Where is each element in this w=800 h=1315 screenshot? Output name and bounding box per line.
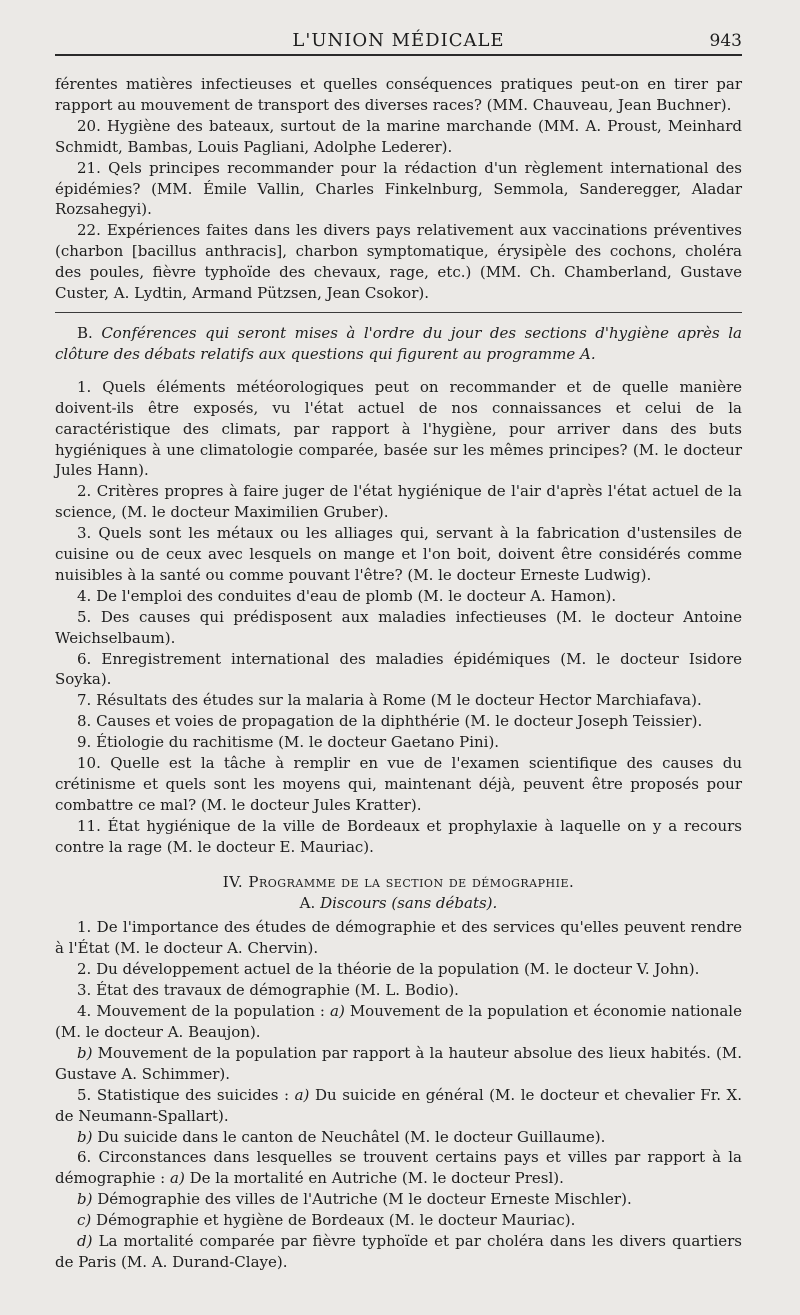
item-4-a-letter: a)	[330, 1002, 345, 1021]
item-6-a-text: De la mortalité en Autriche (M. le docteur Presl).	[189, 1169, 564, 1188]
item-4-a-text: Mouvement de la population et économie nationale (M. le docteur A. Beaujon).	[55, 1002, 742, 1041]
section-iv-title: IV. Programme de la section de démographie.	[222, 872, 575, 891]
item-4-intro: 4. Mouvement de la population :	[77, 1002, 325, 1021]
conference-item-10: 10. Quelle est la tâche à remplir en vue de l'examen scientifique des causes du crétinisme et quels sont les moyens qui, maintenant déjà, peuvent être proposés pour combattre ce mal? (M. le docteur Jules Kratter).	[55, 754, 742, 814]
conference-item-1: 1. Quels éléments météorologiques peut on recommander et de quelle manière doivent-ils être exposés, vu l'état actuel de nos connaissances et celui de la caractéristique des climats, par rapport à l'hygiène, pour arriver dans des buts hygiéniques à une climatologie comparée, basée sur les mêmes principes? (M. le docteur Jules Hann).	[55, 377, 742, 480]
running-title: L'UNION MÉDICALE	[292, 30, 505, 51]
conference-item-9: 9. Étiologie du rachitisme (M. le docteur Gaetano Pini).	[77, 733, 500, 752]
item-6-c-text: Démographie et hygiène de Bordeaux (M. le docteur Mauriac).	[96, 1211, 576, 1230]
demography-item-4b	[55, 1043, 742, 1085]
demography-item-6	[55, 1147, 742, 1189]
conference-item-3: 3. Quels sont les métaux ou les alliages qui, servant à la fabrication d'ustensiles de cuisine ou de ceux avec lesquels on mange et l'on boit, doivent être considérés comme nuisibles à la santé ou comme pouvant l'être? (M. le docteur Erneste Ludwig).	[55, 524, 742, 584]
item-4-b-letter: b)	[77, 1043, 93, 1062]
item-6-a-letter: a)	[170, 1169, 185, 1188]
item-5-b-text: Du suicide dans le canton de Neuchâtel (M. le docteur Guillaume).	[97, 1127, 606, 1146]
demography-item-4	[55, 1001, 742, 1043]
page-header	[55, 0, 742, 56]
paragraph-continuation: férentes matières infectieuses et quelles conséquences pratiques peut-on en tirer par rapport au mouvement de transport des diverses races? (MM. Chauveau, Jean Buchner).	[55, 75, 742, 114]
conference-item-5: 5. Des causes qui prédisposent aux maladies infectieuses (M. le docteur Antoine Weichselbaum).	[55, 607, 742, 647]
demography-item-6b	[55, 1189, 742, 1210]
conference-item-8: 8. Causes et voies de propagation de la diphthérie (M. le docteur Joseph Teissier).	[77, 712, 703, 731]
section-divider	[55, 312, 742, 313]
section-b-heading	[55, 323, 742, 365]
demography-item-5	[55, 1085, 742, 1127]
conference-item-11: 11. État hygiénique de la ville de Bordeaux et prophylaxie à laquelle on y a recours contre la rage (M. le docteur E. Mauriac).	[55, 816, 742, 856]
item-6-c-letter: c)	[77, 1211, 92, 1230]
item-5-intro: 5. Statistique des suicides :	[77, 1085, 290, 1104]
demography-item-6d	[55, 1231, 742, 1273]
conference-item-2: 2. Critères propres à faire juger de l'état hygiénique de l'air d'après l'état actuel de la science, (M. le docteur Maximilien Gruber).	[55, 482, 742, 522]
item-6-intro: 6. Circonstances dans lesquelles se trouvent certains pays et villes par rapport à la démographie :	[55, 1148, 742, 1188]
section-b-text: Conférences qui seront mises à l'ordre du jour des sections d'hygiène après la clôture des débats relatifs aux questions qui figurent au programme A.	[55, 323, 742, 363]
item-6-d-letter: d)	[77, 1232, 93, 1251]
demography-item-2: 2. Du développement actuel de la théorie de la population (M. le docteur V. John).	[77, 960, 700, 979]
demography-item-6c	[55, 1210, 742, 1231]
demography-item-3: 3. État des travaux de démographie (M. L. Bodio).	[77, 981, 459, 1000]
paragraph-item-20: 20. Hygiène des bateaux, surtout de la marine marchande (MM. A. Proust, Meinhard Schmidt, Bambas, Louis Pagliani, Adolphe Lederer).	[55, 116, 742, 156]
conference-item-6: 6. Enregistrement international des maladies épidémiques (M. le docteur Isidore Soyka).	[55, 649, 742, 689]
section-iv-subtitle	[55, 893, 742, 914]
paragraph-item-21: 21. Qels principes recommander pour la rédaction d'un règlement international des épidémies? (MM. Émile Vallin, Charles Finkelnburg, Semmola, Sanderegger, Aladar Rozsahegyi).	[55, 158, 742, 219]
subtitle-text: Discours (sans débats).	[320, 893, 498, 912]
item-6-b-text: Démographie des villes de l'Autriche (M le docteur Erneste Mischler).	[97, 1190, 632, 1209]
conference-item-7: 7. Résultats des études sur la malaria à Rome (M le docteur Hector Marchiafava).	[77, 691, 702, 710]
item-6-d-text: La mortalité comparée par fièvre typhoïde et par choléra dans les divers quartiers de Paris (M. A. Durand-Claye).	[55, 1232, 742, 1271]
demography-item-5b	[55, 1127, 742, 1148]
item-5-b-letter: b)	[77, 1127, 93, 1146]
page-body	[55, 56, 742, 1273]
item-4-b-text: Mouvement de la population par rapport à la hauteur absolue des lieux habités. (M. Gustave A. Schimmer).	[55, 1043, 742, 1083]
page-number: 943	[709, 31, 742, 51]
demography-item-1: 1. De l'importance des études de démographie et des services qu'elles peuvent rendre à l'État (M. le docteur A. Chervin).	[55, 918, 742, 958]
subtitle-letter: A.	[299, 893, 316, 912]
section-b-letter: B.	[77, 323, 93, 342]
item-5-a-text: Du suicide en général (M. le docteur et chevalier Fr. X. de Neumann-Spallart).	[55, 1085, 742, 1125]
conference-item-4: 4. De l'emploi des conduites d'eau de plomb (M. le docteur A. Hamon).	[77, 586, 617, 605]
item-6-b-letter: b)	[77, 1190, 93, 1209]
item-5-a-letter: a)	[294, 1085, 310, 1104]
paragraph-item-22: 22. Expériences faites dans les divers pays relativement aux vaccinations préventives (charbon [bacillus anthracis], charbon symptomatique, érysipèle des cochons, choléra des poules, fièvre typhoïde des chevaux, rage, etc.) (MM. Ch. Chamberland, Gustave Custer, A. Lydtin, Armand Pützsen, Jean Csokor).	[55, 221, 742, 303]
